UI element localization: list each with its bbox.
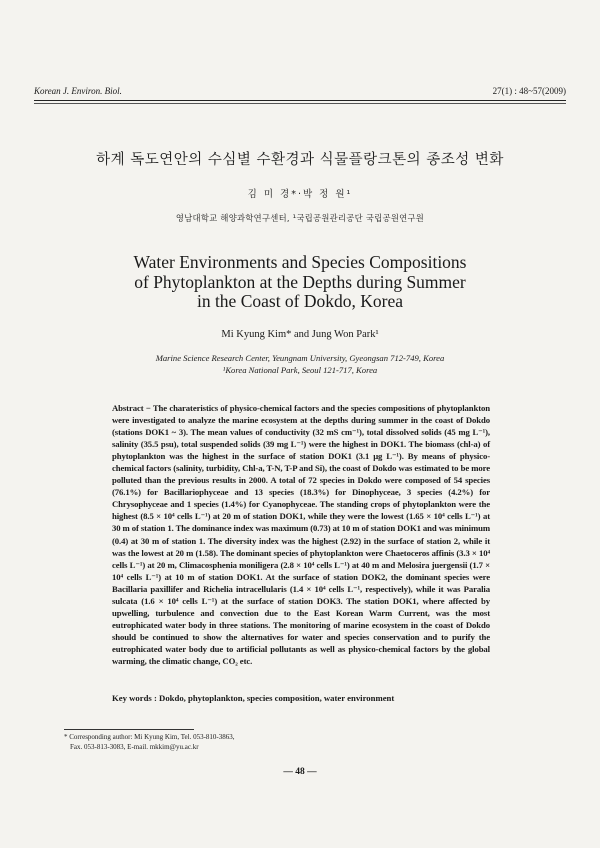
korean-authors: 김 미 경*·박 정 원¹ xyxy=(247,189,353,200)
abstract-label: Abstract xyxy=(112,403,144,413)
english-affiliation xyxy=(0,352,600,376)
footnote-line: Fax. 053-813-3083, E-mail. mkkim@yu.ac.kr xyxy=(70,742,199,751)
english-title-line: Water Environments and Species Compositions xyxy=(133,252,467,272)
english-authors: Mi Kyung Kim* and Jung Won Park¹ xyxy=(221,329,379,340)
english-title xyxy=(60,253,540,312)
abstract-text: − The charateristics of physico-chemical factors and the species compositions of phytoplankton were investigated to analyze the marine ecosystem at the depths during summer in the coast of Dokdo (stations DOK1 ~ 3). The mean values of conductivity (32 mS cm⁻¹), total dissolved solids (45 mg L⁻¹), salinity (35.5 psu), total suspended solids (39 mg L⁻¹) were the highest in DOK1. The biomass (chl-a) of phytoplankton was the highest in the surface of station DOK1 (3.1 μg L⁻¹). By means of physico-chemical factors (salinity, turbidity, Chl-a, T-N, T-P and Si), the coast of Dokdo was estimated to be more polluted than the previous results in 2000. A total of 72 species in Dokdo were composed of 54 species (76.1%) for Bacillariophyceae and 13 species (18.3%) for Dinophyceae, 3 species (4.2%) for Chrysophyceae and 1 species (1.4%) for Cyanophyceae. The standing crops of phytoplankton were the highest (8.5 × 10⁴ cells L⁻¹) at 20 m of station DOK1, while they were the lowest (1.65 × 10⁴ cells L⁻¹) at 30 m of station 1. The dominance index was maximum (0.73) at 10 m of station DOK1 and was minimum (0.4) at 30 m of station 1. The diversity index was the highest (2.92) in the surface of station 2, while it was the lowest at 20 m (1.58). The dominant species of phytoplankton were Chaetoceros affinis (3.3 × 10⁴ cells L⁻¹) at 20 m, Climacosphenia moniligera (2.8 × 10⁴ cells L⁻¹) at 40 m and Melosira juergensii (1.7 × 10⁴ cells L⁻¹) at 10 m of station DOK1. At the surface of station DOK2, the dominant species were Bacillaria paxillifer and Richelia intracellularis (1.4 × 10⁴ cells L⁻¹, respectively), while it was Paralia sulcata (1.6 × 10⁴ cells L⁻¹) at the surface of station DOK3. The station DOK1, where affected by upwelling, turbulence and convection due to the East Korean Warm Current, was the most eutrophicated water body in three stations. The monitoring of marine ecosystem in the coast of Dokdo should be continued to show the alternatives for water and species conservation and to purify the eutrophicated water body due to artificial pollutants as well as physico-chemical factors by the global warming, the climatic change, CO₂ etc. xyxy=(112,403,490,666)
footnote-line: * Corresponding author: Mi Kyung Kim, Tel. 053-810-3863, xyxy=(64,733,235,741)
korean-title: 하계 독도연안의 수심별 수환경과 식물플랑크톤의 종조성 변화 xyxy=(96,152,504,168)
abstract xyxy=(112,402,490,667)
page-number: — 48 — xyxy=(283,767,317,777)
english-title-line: of Phytoplankton at the Depths during Summer xyxy=(134,271,466,292)
header-rule-thin xyxy=(34,103,566,104)
running-header xyxy=(34,86,566,97)
affiliation-line: ¹Korea National Park, Seoul 121-717, Korea xyxy=(222,365,378,375)
journal-name: Korean J. Environ. Biol. xyxy=(34,86,122,96)
korean-affiliation: 영남대학교 해양과학연구센터, ¹국립공원관리공단 국립공원연구원 xyxy=(175,213,425,223)
header-rule xyxy=(34,100,566,101)
footnote xyxy=(64,733,234,752)
affiliation-line: Marine Science Research Center, Yeungnam University, Gyeongsan 712-749, Korea xyxy=(155,353,445,363)
english-title-line: in the Coast of Dokdo, Korea xyxy=(196,291,404,311)
volume-citation: 27(1) : 48~57(2009) xyxy=(492,86,566,96)
footnote-rule xyxy=(64,729,194,730)
keywords: Key words : Dokdo, phytoplankton, species composition, water environment xyxy=(112,693,395,703)
